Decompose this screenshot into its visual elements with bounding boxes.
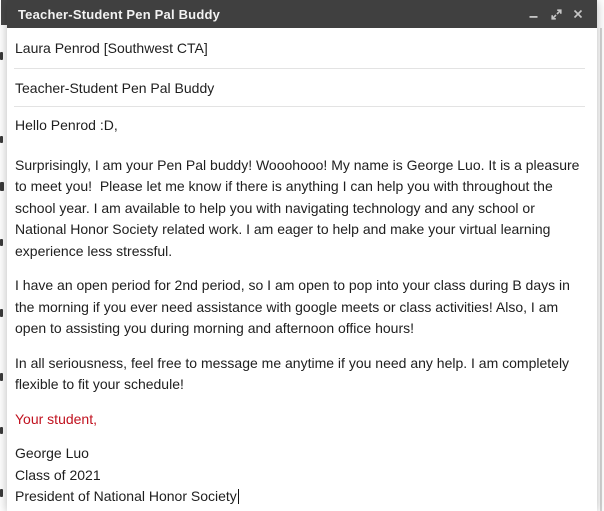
text-cursor [238, 489, 239, 504]
greeting-line: Hello Penrod :D, [15, 117, 118, 133]
background-text-fragment [0, 489, 3, 497]
compose-titlebar[interactable] [7, 0, 597, 28]
background-text-fragment [0, 309, 3, 317]
subject-text: Teacher-Student Pen Pal Buddy [15, 79, 215, 96]
compose-title: Teacher-Student Pen Pal Buddy [18, 6, 221, 22]
minimize-icon[interactable] [523, 3, 545, 25]
signature-title-text: President of National Honor Society [15, 488, 237, 504]
background-scrollbar-line [600, 28, 602, 511]
subject-field[interactable] [7, 69, 597, 106]
pop-out-icon[interactable] [545, 3, 567, 25]
background-text-fragment [0, 427, 3, 434]
signature-title-line [15, 486, 583, 508]
close-icon[interactable] [567, 3, 589, 25]
background-text-fragment [0, 182, 4, 191]
signature-name: George Luo [15, 445, 89, 461]
background-text-fragment [0, 373, 3, 381]
signoff-line: Your student, [15, 410, 97, 427]
background-text-fragment [0, 239, 3, 246]
message-body-editor[interactable] [7, 107, 597, 508]
recipient-chip[interactable]: Laura Penrod [Southwest CTA] [15, 40, 208, 56]
background-text-fragment [0, 136, 3, 143]
body-paragraph: In all seriousness, feel free to message me anytime if you need any help. I am completely flexible to fit your schedule! [15, 354, 573, 392]
body-paragraph: I have an open period for 2nd period, so I am open to pop into your class during B days in the morning if you ever need assistance with google meets or class activities! Also, I am open to assisting you during morning and afternoon office hours! [15, 277, 574, 336]
body-paragraph: Surprisingly, I am your Pen Pal buddy! Wooohooo! My name is George Luo. It is a pleasure to meet you! Please let me know if there is anything I can help you with throughout the school year. I am available to help you with navigating technology and any school or National Honor Society related work. I am eager to help and make your virtual learning experience less stressful. [15, 156, 584, 259]
background-text-fragment [0, 52, 3, 60]
signature-class: Class of 2021 [15, 466, 101, 483]
compose-window [7, 0, 597, 511]
recipients-field[interactable] [7, 28, 597, 68]
